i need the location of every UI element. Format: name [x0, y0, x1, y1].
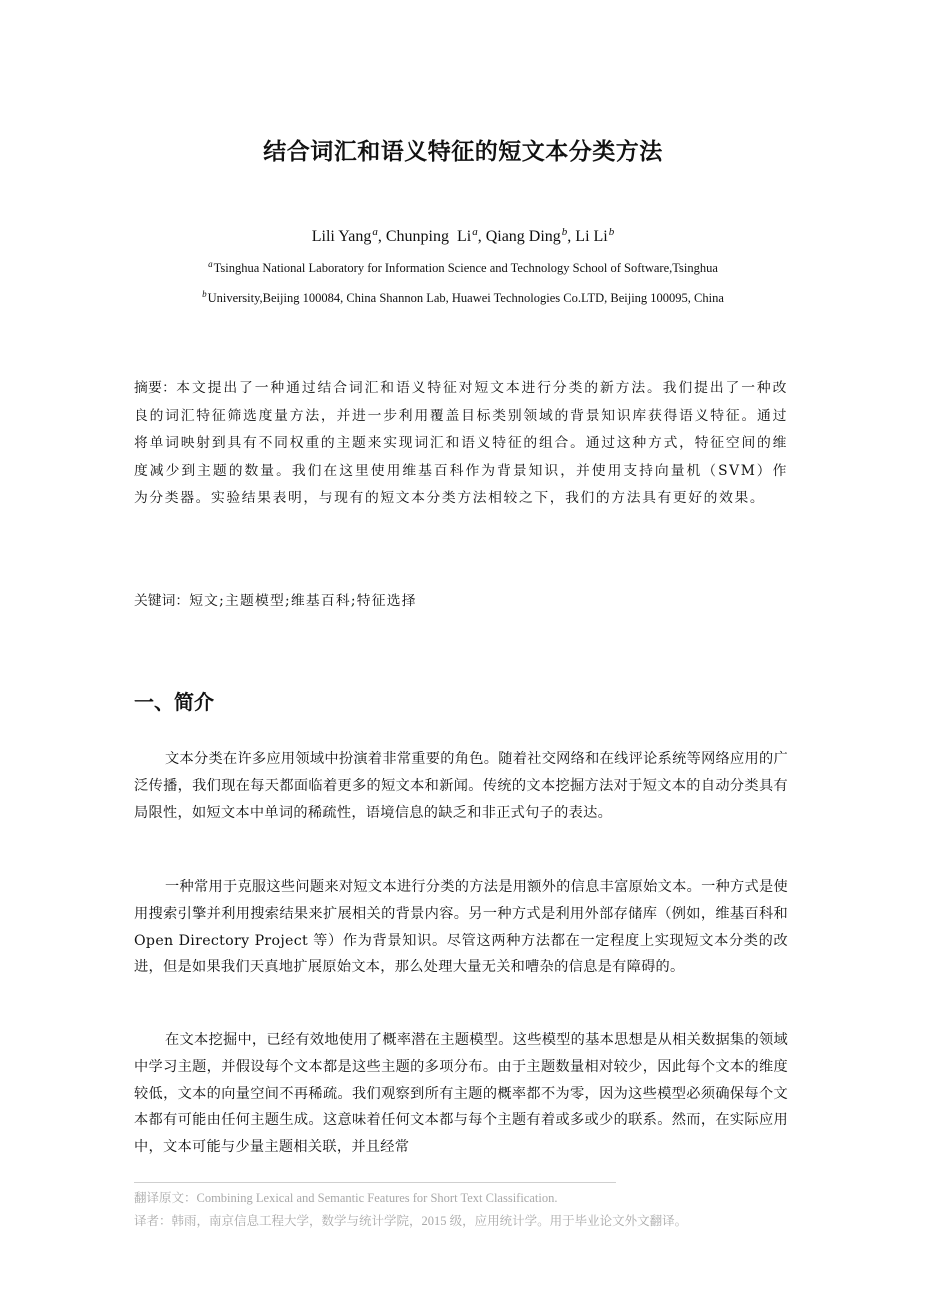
footnote-translator: 译者：韩雨，南京信息工程大学，数学与统计学院，2015 级，应用统计学。用于毕业论文外文翻译。 — [134, 1214, 688, 1228]
author-name: Qiang Ding — [485, 228, 561, 245]
affiliation-mark: a — [208, 259, 213, 269]
author-name: Lili Yang — [311, 228, 372, 245]
affiliation-text: Tsinghua National Laboratory for Information Science and Technology School of Software,Tsinghua — [213, 261, 718, 275]
author-list: Lili Yang$^a$, Chunping Li$^a$, Qiang Ding$^b$, Li Li$^b$ — [311, 226, 615, 245]
footnote-divider — [134, 1182, 616, 1183]
keywords-label: 关键词： — [134, 593, 190, 609]
body-paragraph: 一种常用于克服这些问题来对短文本进行分类的方法是用额外的信息丰富原始文本。一种方式是使用搜索引擎并利用搜索结果来扩展相关的背景内容。另一种方式是利用外部存储库（例如，维基百科和 Open Directory Project 等）作为背景知识。尽管这两种方法都在一定程度上实现短文本分类的改进，但是如果我们天真地扩展原始文本，那么处理大量无关和嘈杂的信息是有障碍的。 — [134, 879, 788, 976]
author-affiliation-mark: b — [608, 226, 615, 238]
author-affiliation-mark: b — [561, 226, 568, 238]
affiliation-text: University,Beijing 100084, China Shannon Lab, Huawei Technologies Co.LTD, Beijing 100095, China — [207, 291, 724, 305]
section-heading: 一、简介 — [134, 690, 214, 714]
body-paragraph: 在文本挖掘中，已经有效地使用了概率潜在主题模型。这些模型的基本思想是从相关数据集的领域中学习主题，并假设每个文本都是这些主题的多项分布。由于主题数量相对较少，因此每个文本的维度较低，文本的向量空间不再稀疏。我们观察到所有主题的概率都不为零，因为这些模型必须确保每个文本都有可能由任何主题生成。这意味着任何文本都与每个主题有着或多或少的联系。然而，在实际应用中，文本可能与少量主题相关联，并且经常 — [134, 1032, 788, 1156]
author-name: Chunping Li — [385, 228, 472, 245]
footnote-source: 翻译原文：Combining Lexical and Semantic Features for Short Text Classification. — [134, 1191, 558, 1205]
affiliation-mark: b — [202, 289, 207, 299]
body-paragraph: 文本分类在许多应用领域中扮演着非常重要的角色。随着社交网络和在线评论系统等网络应用的广泛传播，我们现在每天都面临着更多的短文本和新闻。传统的文本挖掘方法对于短文本的自动分类具有局限性，如短文本中单词的稀疏性，语境信息的缺乏和非正式句子的表达。 — [134, 751, 788, 821]
keywords — [134, 589, 788, 613]
affiliation-line — [0, 289, 926, 306]
keywords-text: 短文;主题模型;维基百科;特征选择 — [189, 593, 417, 609]
paper-title: 结合词汇和语义特征的短文本分类方法 — [263, 139, 663, 165]
abstract — [134, 375, 788, 513]
affiliation-line — [0, 259, 926, 276]
abstract-label: 摘要： — [134, 380, 177, 396]
author-affiliation-mark: a — [372, 226, 378, 238]
abstract-text: 本文提出了一种通过结合词汇和语义特征对短文本进行分类的新方法。我们提出了一种改良的词汇特征筛选度量方法，并进一步利用覆盖目标类别领域的背景知识库获得语义特征。通过将单词映射到具有不同权重的主题来实现词汇和语义特征的组合。通过这种方式，特征空间的维度减少到主题的数量。我们在这里使用维基百科作为背景知识，并使用支持向量机（SVM）作为分类器。实验结果表明，与现有的短文本分类方法相较之下，我们的方法具有更好的效果。 — [134, 380, 788, 507]
author-affiliation-mark: a — [472, 226, 478, 238]
author-name: Li Li — [575, 228, 608, 245]
